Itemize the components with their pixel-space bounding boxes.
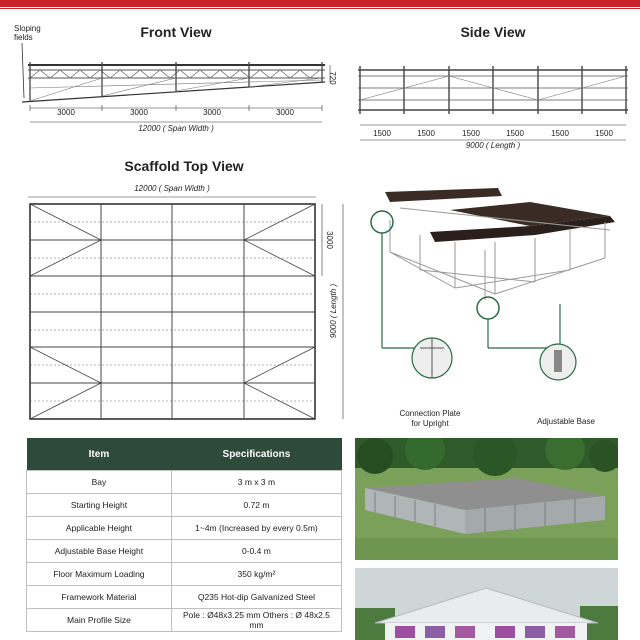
spec-value: 1~4m (Increased by every 0.5m) (171, 517, 341, 540)
spec-item: Starting Height (27, 494, 172, 517)
connection-label-1: Connection Plate (399, 409, 461, 418)
spec-item: Adjustable Base Height (27, 540, 172, 563)
side-view-drawing (350, 10, 640, 150)
table-row (27, 517, 342, 540)
top-view-title: Scaffold Top View (124, 158, 244, 174)
top-view-drawing (0, 150, 360, 435)
spec-item: Bay (27, 471, 172, 494)
spec-header-spec: Specifications (171, 438, 341, 471)
table-row (27, 540, 342, 563)
top-accent-bar (0, 0, 640, 7)
isometric-drawing (360, 180, 640, 435)
top-length-dim: 9000 ( Length ) (329, 283, 338, 339)
spec-value: 3 m x 3 m (171, 471, 341, 494)
side-bay-dim-5: 1500 (551, 129, 569, 138)
front-bay-dim-2: 3000 (130, 108, 148, 117)
side-bay-dim-6: 1500 (595, 129, 613, 138)
table-row (27, 609, 342, 632)
front-bay-dim-1: 3000 (57, 108, 75, 117)
top-span-dim: 12000 ( Span Width ) (134, 184, 210, 193)
side-bay-dim-2: 1500 (417, 129, 435, 138)
spec-header-item: Item (27, 438, 172, 471)
top-bay-dim: 3000 (325, 231, 334, 249)
spec-item: Framework Material (27, 586, 172, 609)
sloping-label-2: fields (14, 33, 33, 42)
top-accent-line (0, 8, 640, 9)
tent-photo (355, 568, 618, 640)
front-bay-dim-3: 3000 (203, 108, 221, 117)
spec-value: 350 kg/m² (171, 563, 341, 586)
sloping-label-1: Sloping (14, 24, 41, 33)
spec-header-row (27, 438, 342, 471)
table-row (27, 563, 342, 586)
front-view-title: Front View (140, 24, 212, 40)
side-length-dim: 9000 ( Length ) (465, 141, 521, 150)
spec-item: Applicable Height (27, 517, 172, 540)
stage-photo-outdoor (355, 438, 618, 560)
spec-table (26, 438, 342, 632)
spec-item: Main Profile Size (27, 609, 172, 632)
connection-label-2: for Upright (411, 419, 449, 428)
spec-item: Floor Maximum Loading (27, 563, 172, 586)
front-view-drawing (0, 10, 345, 150)
adjustable-base-label: Adjustable Base (537, 417, 595, 426)
side-view-title: Side View (460, 24, 526, 40)
table-row (27, 494, 342, 517)
side-bay-dim-4: 1500 (506, 129, 524, 138)
table-row (27, 586, 342, 609)
front-height-dim: 720 (328, 71, 337, 85)
side-bay-dim-3: 1500 (462, 129, 480, 138)
spec-value: Q235 Hot-dip Galvanized Steel (171, 586, 341, 609)
table-row (27, 471, 342, 494)
spec-value: Pole : Ø48x3.25 mm Others : Ø 48x2.5 mm (171, 609, 341, 632)
side-bay-dim-1: 1500 (373, 129, 391, 138)
spec-value: 0.72 m (171, 494, 341, 517)
front-span-dim: 12000 ( Span Width ) (138, 124, 214, 133)
front-bay-dim-4: 3000 (276, 108, 294, 117)
spec-value: 0-0.4 m (171, 540, 341, 563)
